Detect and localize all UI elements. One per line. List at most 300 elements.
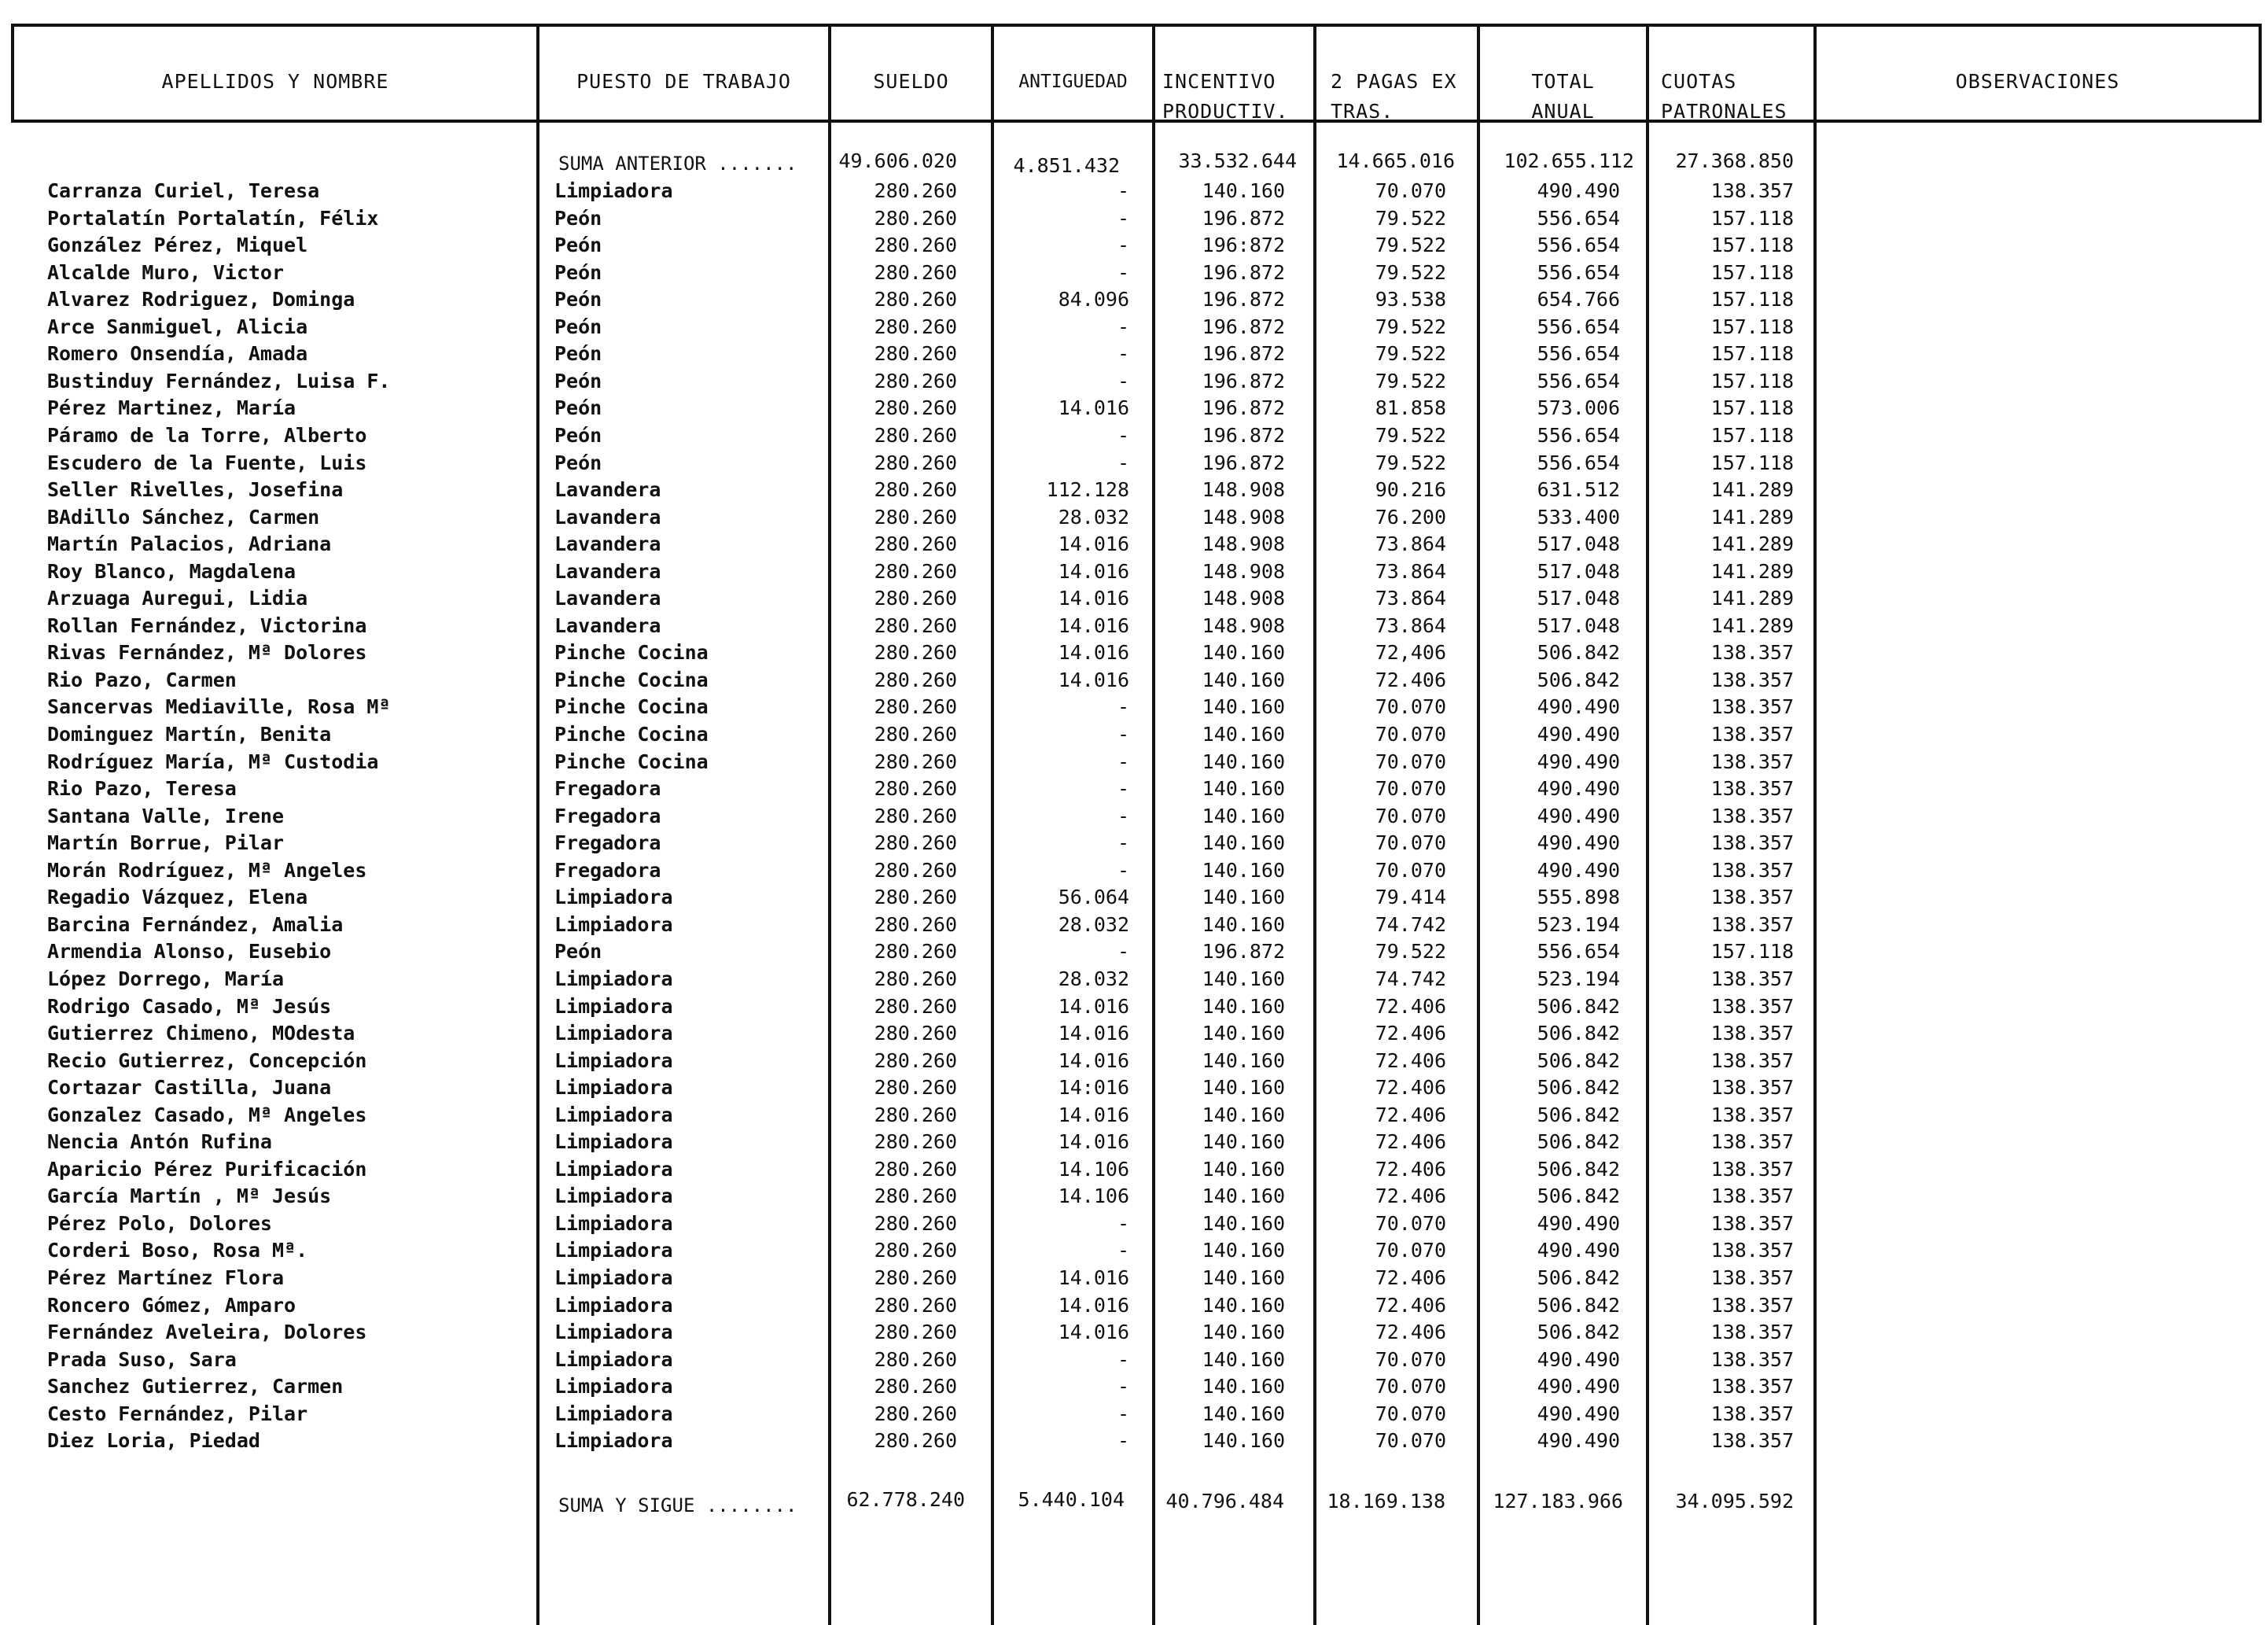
cell-incent: 140.160 <box>1202 1348 1285 1371</box>
employee-job: Limpiadora <box>554 1212 673 1235</box>
cell-incent: 140.160 <box>1202 859 1285 882</box>
employee-job: Limpiadora <box>554 179 673 202</box>
employee-name: Alcalde Muro, Victor <box>47 261 285 284</box>
cell-incent: 196.872 <box>1202 396 1285 419</box>
cell-total: 490.490 <box>1537 750 1620 773</box>
cell-total: 556.654 <box>1537 424 1620 447</box>
cell-incent: 140.160 <box>1202 777 1285 800</box>
cell-incent: 140.160 <box>1202 1402 1285 1425</box>
cell-cuotas: 138.357 <box>1710 750 1794 773</box>
employee-name: Portalatín Portalatín, Félix <box>47 207 379 230</box>
employee-name: Rodrigo Casado, Mª Jesús <box>47 995 332 1018</box>
cell-sueldo: 280.260 <box>874 1130 957 1153</box>
suma-anterior-antiguedad: 4.851.432 <box>1013 154 1120 177</box>
cell-sueldo: 280.260 <box>874 261 957 284</box>
cell-antig: 14.106 <box>1058 1158 1129 1181</box>
cell-cuotas: 138.357 <box>1710 1076 1794 1099</box>
cell-sueldo: 280.260 <box>874 886 957 908</box>
cell-cuotas: 138.357 <box>1710 1429 1794 1452</box>
cell-incent: 140.160 <box>1202 1212 1285 1235</box>
cell-total: 506.842 <box>1537 1158 1620 1181</box>
cell-total: 490.490 <box>1537 859 1620 882</box>
cell-total: 556.654 <box>1537 315 1620 338</box>
cell-sueldo: 280.260 <box>874 179 957 202</box>
cell-total: 506.842 <box>1537 1022 1620 1045</box>
employee-job: Limpiadora <box>554 1429 673 1452</box>
cell-sueldo: 280.260 <box>874 506 957 529</box>
cell-total: 490.490 <box>1537 777 1620 800</box>
cell-total: 490.490 <box>1537 1239 1620 1262</box>
cell-antig: 14:016 <box>1058 1076 1129 1099</box>
cell-antig: 14.016 <box>1058 1022 1129 1045</box>
cell-sueldo: 280.260 <box>874 995 957 1018</box>
cell-pagas: 81.858 <box>1375 396 1446 419</box>
header-cuotas-line1: CUOTAS <box>1661 70 1737 93</box>
cell-pagas: 76.200 <box>1375 506 1446 529</box>
employee-job: Pinche Cocina <box>554 641 709 664</box>
cell-sueldo: 280.260 <box>874 750 957 773</box>
employee-job: Fregadora <box>554 859 661 882</box>
cell-cuotas: 157.118 <box>1710 396 1794 419</box>
suma-anterior-incentivo: 33.532.644 <box>1178 149 1297 172</box>
employee-name: Rivas Fernández, Mª Dolores <box>47 641 367 664</box>
cell-total: 490.490 <box>1537 1375 1620 1398</box>
cell-pagas: 79.522 <box>1375 451 1446 474</box>
employee-job: Limpiadora <box>554 913 673 936</box>
cell-pagas: 72.406 <box>1375 1022 1446 1045</box>
employee-job: Limpiadora <box>554 1375 673 1398</box>
cell-cuotas: 141.289 <box>1710 478 1794 501</box>
employee-name: Roncero Gómez, Amparo <box>47 1294 296 1317</box>
cell-total: 533.400 <box>1537 506 1620 529</box>
employee-name: Martín Palacios, Adriana <box>47 532 332 555</box>
cell-cuotas: 138.357 <box>1710 641 1794 664</box>
cell-incent: 140.160 <box>1202 831 1285 854</box>
employee-job: Limpiadora <box>554 1239 673 1262</box>
cell-sueldo: 280.260 <box>874 1402 957 1425</box>
suma-sigue-pagas: 18.169.138 <box>1327 1490 1445 1513</box>
suma-sigue-sueldo: 62.778.240 <box>846 1488 965 1511</box>
cell-cuotas: 157.118 <box>1710 940 1794 963</box>
employee-job: Limpiadora <box>554 1348 673 1371</box>
cell-sueldo: 280.260 <box>874 967 957 990</box>
employee-name: Corderi Boso, Rosa Mª. <box>47 1239 308 1262</box>
cell-total: 517.048 <box>1537 532 1620 555</box>
cell-incent: 140.160 <box>1202 1266 1285 1289</box>
employee-name: Páramo de la Torre, Alberto <box>47 424 367 447</box>
cell-total: 506.842 <box>1537 1076 1620 1099</box>
cell-incent: 140.160 <box>1202 1104 1285 1126</box>
employee-name: Rio Pazo, Carmen <box>47 669 237 691</box>
employee-job: Fregadora <box>554 777 661 800</box>
cell-sueldo: 280.260 <box>874 669 957 691</box>
cell-cuotas: 138.357 <box>1710 1212 1794 1235</box>
cell-pagas: 79.522 <box>1375 342 1446 365</box>
cell-cuotas: 157.118 <box>1710 451 1794 474</box>
cell-incent: 196:872 <box>1202 234 1285 256</box>
cell-pagas: 73.864 <box>1375 614 1446 637</box>
suma-anterior-label: SUMA ANTERIOR ....... <box>558 153 797 175</box>
cell-pagas: 73.864 <box>1375 532 1446 555</box>
cell-total: 506.842 <box>1537 1130 1620 1153</box>
cell-antig: - <box>1117 750 1129 773</box>
employee-job: Pinche Cocina <box>554 750 709 773</box>
cell-pagas: 70.070 <box>1375 723 1446 746</box>
cell-cuotas: 138.357 <box>1710 1022 1794 1045</box>
cell-total: 506.842 <box>1537 995 1620 1018</box>
cell-cuotas: 157.118 <box>1710 315 1794 338</box>
cell-total: 490.490 <box>1537 723 1620 746</box>
cell-cuotas: 138.357 <box>1710 967 1794 990</box>
cell-incent: 196.872 <box>1202 207 1285 230</box>
cell-sueldo: 280.260 <box>874 1375 957 1398</box>
cell-cuotas: 141.289 <box>1710 506 1794 529</box>
cell-antig: 14.016 <box>1058 396 1129 419</box>
employee-job: Lavandera <box>554 506 661 529</box>
employee-job: Lavandera <box>554 532 661 555</box>
cell-cuotas: 138.357 <box>1710 1321 1794 1343</box>
employee-job: Peón <box>554 940 602 963</box>
employee-name: Cortazar Castilla, Juana <box>47 1076 332 1099</box>
cell-sueldo: 280.260 <box>874 1266 957 1289</box>
cell-total: 490.490 <box>1537 179 1620 202</box>
employee-name: Arce Sanmiguel, Alicia <box>47 315 308 338</box>
cell-cuotas: 138.357 <box>1710 913 1794 936</box>
cell-incent: 140.160 <box>1202 995 1285 1018</box>
table-header-divider <box>11 120 2262 123</box>
cell-pagas: 90.216 <box>1375 478 1446 501</box>
employee-job: Pinche Cocina <box>554 695 709 718</box>
cell-total: 506.842 <box>1537 641 1620 664</box>
employee-name: Martín Borrue, Pilar <box>47 831 285 854</box>
cell-sueldo: 280.260 <box>874 342 957 365</box>
cell-antig: 14.016 <box>1058 641 1129 664</box>
cell-cuotas: 138.357 <box>1710 669 1794 691</box>
employee-job: Limpiadora <box>554 1104 673 1126</box>
cell-cuotas: 138.357 <box>1710 1348 1794 1371</box>
header-antiguedad: ANTIGUEDAD <box>1018 72 1128 92</box>
employee-job: Peón <box>554 396 602 419</box>
cell-incent: 148.908 <box>1202 532 1285 555</box>
header-incentivo-line1: INCENTIVO <box>1162 70 1276 93</box>
cell-cuotas: 138.357 <box>1710 1104 1794 1126</box>
cell-sueldo: 280.260 <box>874 777 957 800</box>
cell-pagas: 72,406 <box>1375 641 1446 664</box>
cell-total: 490.490 <box>1537 1402 1620 1425</box>
cell-pagas: 72.406 <box>1375 1076 1446 1099</box>
cell-incent: 140.160 <box>1202 805 1285 827</box>
cell-antig: 14.016 <box>1058 669 1129 691</box>
cell-cuotas: 138.357 <box>1710 695 1794 718</box>
cell-cuotas: 138.357 <box>1710 723 1794 746</box>
cell-total: 654.766 <box>1537 288 1620 311</box>
cell-total: 490.490 <box>1537 1212 1620 1235</box>
employee-name: Rio Pazo, Teresa <box>47 777 237 800</box>
cell-sueldo: 280.260 <box>874 940 957 963</box>
header-apellidos: APELLIDOS Y NOMBRE <box>161 70 389 93</box>
cell-pagas: 72.406 <box>1375 1158 1446 1181</box>
cell-incent: 140.160 <box>1202 1185 1285 1207</box>
employee-name: Gutierrez Chimeno, MOdesta <box>47 1022 355 1045</box>
employee-name: Romero Onsendía, Amada <box>47 342 308 365</box>
cell-cuotas: 138.357 <box>1710 886 1794 908</box>
cell-sueldo: 280.260 <box>874 234 957 256</box>
cell-cuotas: 138.357 <box>1710 179 1794 202</box>
cell-incent: 148.908 <box>1202 506 1285 529</box>
cell-sueldo: 280.260 <box>874 805 957 827</box>
cell-incent: 140.160 <box>1202 1158 1285 1181</box>
employee-name: Morán Rodríguez, Mª Angeles <box>47 859 367 882</box>
cell-sueldo: 280.260 <box>874 859 957 882</box>
cell-incent: 140.160 <box>1202 641 1285 664</box>
cell-cuotas: 138.357 <box>1710 805 1794 827</box>
cell-total: 523.194 <box>1537 967 1620 990</box>
employee-name: Roy Blanco, Magdalena <box>47 560 296 583</box>
cell-antig: - <box>1117 859 1129 882</box>
suma-anterior-sueldo: 49.606.020 <box>838 149 957 172</box>
cell-pagas: 70.070 <box>1375 1239 1446 1262</box>
cell-antig: 84.096 <box>1058 288 1129 311</box>
cell-incent: 140.160 <box>1202 1321 1285 1343</box>
cell-pagas: 73.864 <box>1375 587 1446 610</box>
employee-name: Sancervas Mediaville, Rosa Mª <box>47 695 391 718</box>
cell-incent: 140.160 <box>1202 1022 1285 1045</box>
cell-sueldo: 280.260 <box>874 1239 957 1262</box>
cell-antig: - <box>1117 342 1129 365</box>
employee-name: González Pérez, Miquel <box>47 234 308 256</box>
cell-total: 573.006 <box>1537 396 1620 419</box>
cell-sueldo: 280.260 <box>874 1185 957 1207</box>
cell-antig: 14.106 <box>1058 1185 1129 1207</box>
cell-total: 506.842 <box>1537 1266 1620 1289</box>
cell-antig: 14.016 <box>1058 587 1129 610</box>
cell-antig: - <box>1117 1239 1129 1262</box>
cell-pagas: 73.864 <box>1375 560 1446 583</box>
cell-cuotas: 157.118 <box>1710 288 1794 311</box>
cell-incent: 140.160 <box>1202 1049 1285 1072</box>
cell-pagas: 70.070 <box>1375 750 1446 773</box>
cell-sueldo: 280.260 <box>874 560 957 583</box>
employee-job: Peón <box>554 370 602 392</box>
cell-total: 556.654 <box>1537 342 1620 365</box>
employee-job: Lavandera <box>554 478 661 501</box>
cell-incent: 148.908 <box>1202 614 1285 637</box>
cell-antig: - <box>1117 261 1129 284</box>
cell-incent: 140.160 <box>1202 669 1285 691</box>
employee-name: Bustinduy Fernández, Luisa F. <box>47 370 391 392</box>
suma-anterior-cuotas: 27.368.850 <box>1675 149 1794 172</box>
cell-antig: 14.016 <box>1058 1130 1129 1153</box>
cell-cuotas: 138.357 <box>1710 1266 1794 1289</box>
cell-cuotas: 138.357 <box>1710 995 1794 1018</box>
cell-pagas: 79.522 <box>1375 370 1446 392</box>
header-observaciones: OBSERVACIONES <box>1955 70 2120 93</box>
cell-incent: 140.160 <box>1202 1239 1285 1262</box>
employee-name: Recio Gutierrez, Concepción <box>47 1049 367 1072</box>
cell-cuotas: 138.357 <box>1710 1402 1794 1425</box>
cell-total: 506.842 <box>1537 1049 1620 1072</box>
employee-job: Peón <box>554 424 602 447</box>
cell-total: 506.842 <box>1537 669 1620 691</box>
employee-job: Limpiadora <box>554 995 673 1018</box>
cell-incent: 148.908 <box>1202 587 1285 610</box>
cell-sueldo: 280.260 <box>874 913 957 936</box>
cell-pagas: 70.070 <box>1375 1375 1446 1398</box>
suma-anterior-total: 102.655.112 <box>1504 149 1634 172</box>
cell-pagas: 72.406 <box>1375 669 1446 691</box>
cell-incent: 196.872 <box>1202 451 1285 474</box>
cell-cuotas: 141.289 <box>1710 532 1794 555</box>
cell-cuotas: 157.118 <box>1710 342 1794 365</box>
cell-antig: 14.016 <box>1058 560 1129 583</box>
cell-pagas: 74.742 <box>1375 913 1446 936</box>
employee-name: Carranza Curiel, Teresa <box>47 179 320 202</box>
employee-name: Rollan Fernández, Victorina <box>47 614 367 637</box>
employee-job: Lavandera <box>554 560 661 583</box>
header-total-line2: ANUAL <box>1531 100 1595 123</box>
cell-pagas: 70.070 <box>1375 1212 1446 1235</box>
cell-antig: 14.016 <box>1058 1266 1129 1289</box>
cell-incent: 196.872 <box>1202 424 1285 447</box>
cell-total: 490.490 <box>1537 695 1620 718</box>
cell-pagas: 79.522 <box>1375 315 1446 338</box>
cell-sueldo: 280.260 <box>874 1348 957 1371</box>
cell-total: 556.654 <box>1537 261 1620 284</box>
cell-sueldo: 280.260 <box>874 723 957 746</box>
employee-job: Lavandera <box>554 614 661 637</box>
cell-antig: - <box>1117 370 1129 392</box>
cell-pagas: 93.538 <box>1375 288 1446 311</box>
employee-name: Arzuaga Auregui, Lidia <box>47 587 308 610</box>
cell-antig: 28.032 <box>1058 967 1129 990</box>
cell-pagas: 79.522 <box>1375 940 1446 963</box>
cell-antig: - <box>1117 940 1129 963</box>
cell-cuotas: 138.357 <box>1710 1185 1794 1207</box>
cell-antig: - <box>1117 1429 1129 1452</box>
cell-antig: - <box>1117 1402 1129 1425</box>
cell-antig: - <box>1117 805 1129 827</box>
cell-incent: 196.872 <box>1202 370 1285 392</box>
table-right-border <box>2259 24 2262 123</box>
cell-pagas: 79.414 <box>1375 886 1446 908</box>
cell-pagas: 79.522 <box>1375 207 1446 230</box>
cell-incent: 148.908 <box>1202 560 1285 583</box>
cell-cuotas: 157.118 <box>1710 261 1794 284</box>
employee-name: Rodríguez María, Mª Custodia <box>47 750 379 773</box>
cell-antig: - <box>1117 1212 1129 1235</box>
cell-antig: - <box>1117 831 1129 854</box>
cell-cuotas: 157.118 <box>1710 234 1794 256</box>
employee-name: BAdillo Sánchez, Carmen <box>47 506 320 529</box>
employee-job: Peón <box>554 261 602 284</box>
employee-name: Regadio Vázquez, Elena <box>47 886 308 908</box>
employee-job: Peón <box>554 451 602 474</box>
employee-name: Armendia Alonso, Eusebio <box>47 940 332 963</box>
cell-pagas: 70.070 <box>1375 179 1446 202</box>
cell-pagas: 70.070 <box>1375 1348 1446 1371</box>
cell-antig: - <box>1117 1348 1129 1371</box>
cell-total: 490.490 <box>1537 1348 1620 1371</box>
cell-incent: 140.160 <box>1202 1375 1285 1398</box>
cell-antig: 28.032 <box>1058 913 1129 936</box>
cell-incent: 140.160 <box>1202 1130 1285 1153</box>
cell-incent: 148.908 <box>1202 478 1285 501</box>
cell-antig: - <box>1117 1375 1129 1398</box>
cell-total: 556.654 <box>1537 370 1620 392</box>
employee-job: Limpiadora <box>554 1049 673 1072</box>
employee-job: Peón <box>554 342 602 365</box>
header-pagas-line1: 2 PAGAS EX <box>1331 70 1457 93</box>
employee-job: Limpiadora <box>554 1185 673 1207</box>
cell-antig: - <box>1117 695 1129 718</box>
cell-sueldo: 280.260 <box>874 1212 957 1235</box>
employee-job: Limpiadora <box>554 1130 673 1153</box>
employee-job: Pinche Cocina <box>554 723 709 746</box>
cell-incent: 140.160 <box>1202 695 1285 718</box>
suma-anterior-pagas: 14.665.016 <box>1336 149 1455 172</box>
cell-cuotas: 138.357 <box>1710 1158 1794 1181</box>
cell-pagas: 74.742 <box>1375 967 1446 990</box>
cell-antig: - <box>1117 315 1129 338</box>
cell-sueldo: 280.260 <box>874 478 957 501</box>
employee-name: López Dorrego, María <box>47 967 285 990</box>
cell-total: 631.512 <box>1537 478 1620 501</box>
cell-sueldo: 280.260 <box>874 1049 957 1072</box>
cell-antig: - <box>1117 424 1129 447</box>
cell-pagas: 72.406 <box>1375 995 1446 1018</box>
cell-pagas: 79.522 <box>1375 234 1446 256</box>
cell-antig: - <box>1117 777 1129 800</box>
cell-sueldo: 280.260 <box>874 396 957 419</box>
employee-job: Limpiadora <box>554 1266 673 1289</box>
cell-total: 490.490 <box>1537 1429 1620 1452</box>
cell-total: 523.194 <box>1537 913 1620 936</box>
cell-cuotas: 157.118 <box>1710 207 1794 230</box>
cell-sueldo: 280.260 <box>874 1429 957 1452</box>
cell-antig: 14.016 <box>1058 1321 1129 1343</box>
cell-incent: 140.160 <box>1202 1429 1285 1452</box>
employee-job: Limpiadora <box>554 886 673 908</box>
table-top-border <box>11 24 2262 27</box>
cell-pagas: 72.406 <box>1375 1321 1446 1343</box>
cell-sueldo: 280.260 <box>874 1294 957 1317</box>
employee-name: Barcina Fernández, Amalia <box>47 913 344 936</box>
cell-pagas: 70.070 <box>1375 831 1446 854</box>
suma-sigue-antiguedad: 5.440.104 <box>1018 1488 1125 1511</box>
cell-antig: - <box>1117 234 1129 256</box>
cell-pagas: 70.070 <box>1375 695 1446 718</box>
cell-incent: 140.160 <box>1202 750 1285 773</box>
cell-total: 556.654 <box>1537 940 1620 963</box>
cell-incent: 140.160 <box>1202 967 1285 990</box>
cell-pagas: 72.406 <box>1375 1185 1446 1207</box>
employee-name: Fernández Aveleira, Dolores <box>47 1321 367 1343</box>
cell-incent: 140.160 <box>1202 886 1285 908</box>
employee-name: Sanchez Gutierrez, Carmen <box>47 1375 344 1398</box>
cell-total: 490.490 <box>1537 831 1620 854</box>
cell-total: 506.842 <box>1537 1321 1620 1343</box>
cell-pagas: 72.406 <box>1375 1104 1446 1126</box>
employee-job: Limpiadora <box>554 1076 673 1099</box>
cell-cuotas: 138.357 <box>1710 777 1794 800</box>
employee-name: García Martín , Mª Jesús <box>47 1185 332 1207</box>
cell-total: 490.490 <box>1537 805 1620 827</box>
cell-pagas: 72.406 <box>1375 1294 1446 1317</box>
employee-job: Limpiadora <box>554 1022 673 1045</box>
cell-incent: 140.160 <box>1202 179 1285 202</box>
cell-cuotas: 141.289 <box>1710 587 1794 610</box>
cell-sueldo: 280.260 <box>874 1022 957 1045</box>
